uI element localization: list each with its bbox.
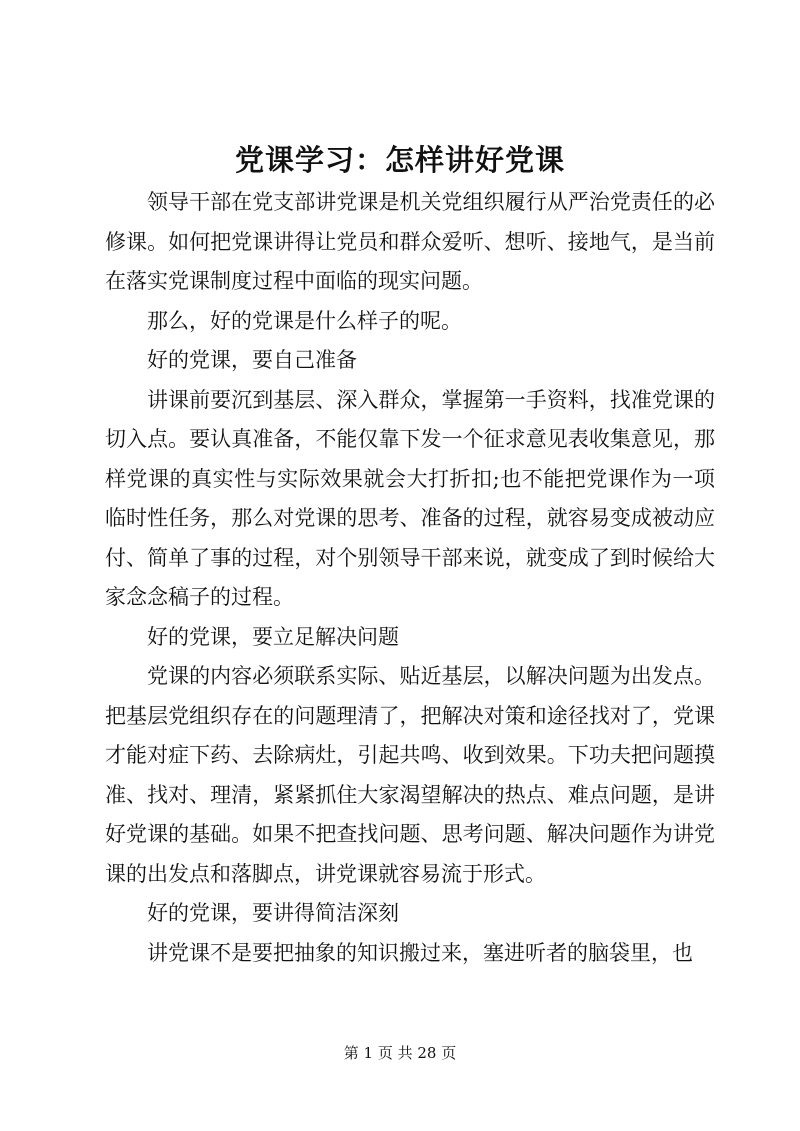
paragraph-prepare: 讲课前要沉到基层、深入群众，掌握第一手资料，找准党课的切入点。要认真准备，不能仅靠下发一个征求意见表收集意见，那样党课的真实性与实际效果就会大打折扣;也不能把党课作为一项临时性任务，那么对党课的思考、准备的过程，就容易变成被动应付、简单了事的过程，对个别领导干部来说，就变成了到时候给大家念念稿子的过程。 <box>105 387 715 609</box>
section-heading-concise: 好的党课，要讲得简洁深刻 <box>147 901 399 925</box>
section-heading-prepare: 好的党课，要自己准备 <box>147 348 357 372</box>
document-body <box>105 183 715 973</box>
page-number-footer: 第 1 页 共 28 页 <box>343 1044 457 1062</box>
paragraph-concise: 讲党课不是要把抽象的知识搬过来，塞进听者的脑袋里，也 <box>147 940 693 965</box>
paragraph-intro: 领导干部在党支部讲党课是机关党组织履行从严治党责任的必修课。如何把党课讲得让党员和群众爱听、想听、接地气，是当前在落实党课制度过程中面临的现实问题。 <box>105 190 715 293</box>
section-heading-solve-problems: 好的党课，要立足解决问题 <box>147 624 399 649</box>
paragraph-solve-problems: 党课的内容必须联系实际、贴近基层，以解决问题为出发点。把基层党组织存在的问题理清了，把解决对策和途径找对了，党课才能对症下药、去除病灶，引起共鸣、收到效果。下功夫把问题摸准、找对、理清，紧紧抓住大家渴望解决的热点、难点问题，是讲好党课的基础。如果不把查找问题、思考问题、解决问题作为讲党课的出发点和落脚点，讲党课就容易流于形式。 <box>105 664 715 886</box>
paragraph-question: 那么，好的党课是什么样子的呢。 <box>147 308 462 333</box>
document-title: 党课学习：怎样讲好党课 <box>234 143 565 177</box>
